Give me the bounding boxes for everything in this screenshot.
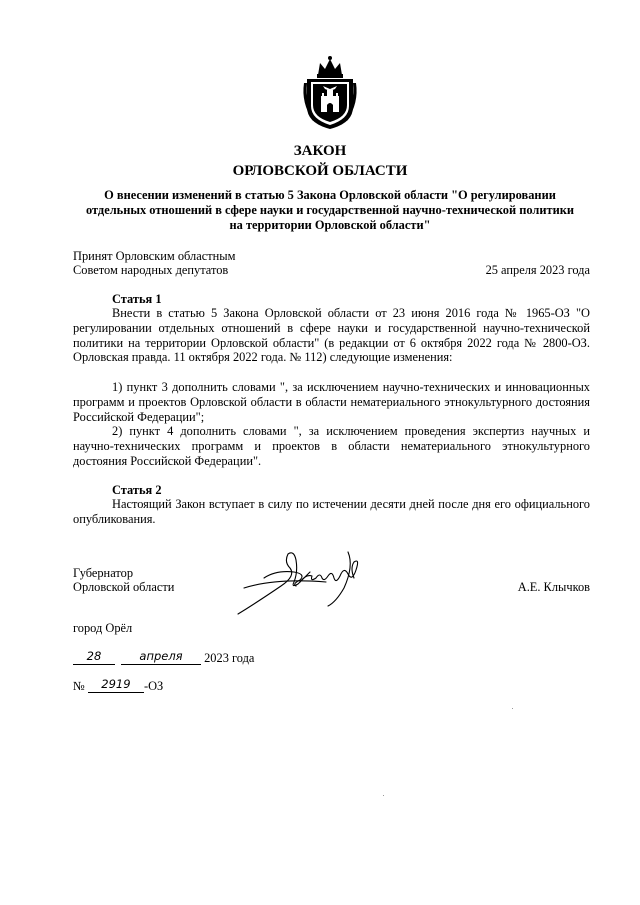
number-suffix: -ОЗ [143,678,164,693]
article-1-item-2: 2) пункт 4 дополнить словами ", за исключением проведения экспертиз научных и научно-технических программ и проектов в области нематериального этнокультурного достояния Российской Федерации". [73,424,590,468]
article-1-intro: Внести в статью 5 Закона Орловской области от 23 июня 2016 года № 1965-ОЗ "О регулировании отдельных отношений в сфере науки и государственной научно-технической политики на территории Орловской области" (в редакции от 6 октября 2022 года № 2800-ОЗ. Орловская правда. 11 октября 2022 года. № 112) следующие изменения: [73,306,590,365]
date-year: 2023 года [204,650,255,665]
signing-date [73,650,254,665]
number-value: 2919 [101,677,131,691]
number-field [88,678,144,693]
law-subtitle-line: О внесении изменений в статью 5 Закона Орловской области "О регулировании [104,188,556,202]
law-label: ЗАКОН [293,143,347,159]
article-1-item-1: 1) пункт 3 дополнить словами ", за исключением научно-технических и инновационных программ и проектов Орловской области в области нематериального этнокультурного достояния Российской Федерации"; [73,380,590,424]
date-day: 28 [86,649,102,663]
article-1-heading: Статья 1 [112,292,162,306]
city-name: город Орёл [73,621,133,635]
date-day-field [73,650,115,665]
article-2-text: Настоящий Закон вступает в силу по истечении десяти дней после дня его официального опубликования. [73,497,590,526]
governor-title: Губернатор [73,566,134,580]
date-month-field [121,650,201,665]
scan-speck [383,795,384,796]
adoption-date: 25 апреля 2023 года [485,263,590,277]
law-number [73,678,163,693]
date-month: апреля [139,649,183,663]
adoption-line: Принят Орловским областным [73,249,236,263]
scan-speck [512,708,513,709]
law-subtitle-line: на территории Орловской области" [229,218,431,232]
number-prefix: № [73,678,85,693]
law-subtitle-line: отдельных отношений в сфере науки и государственной научно-технической политики [85,203,575,217]
adoption-line: Советом народных депутатов [73,263,229,277]
governor-region: Орловской области [73,580,175,594]
governor-name: А.Е. Клычков [517,580,590,594]
article-2-heading: Статья 2 [112,483,162,497]
region-name: ОРЛОВСКОЙ ОБЛАСТИ [232,163,408,179]
handwritten-signature [236,548,366,618]
coat-of-arms-emblem [301,55,359,131]
